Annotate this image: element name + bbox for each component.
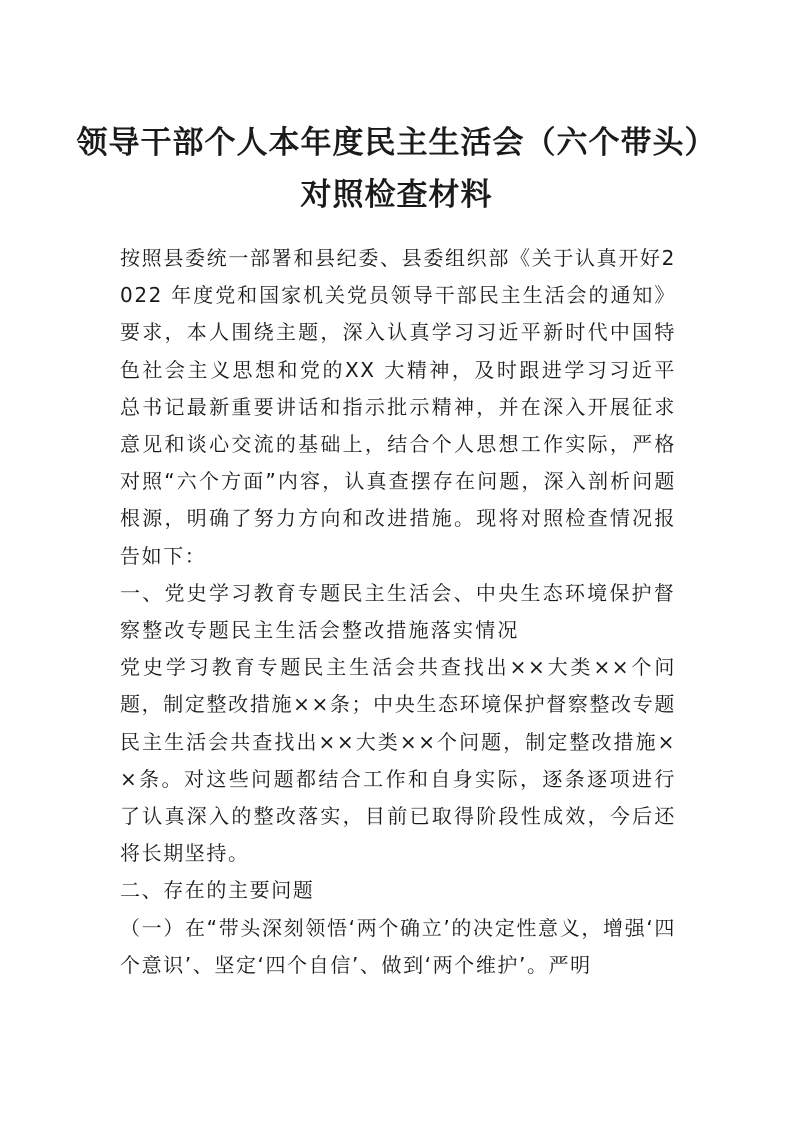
document-title-line-2: 对照检查材料 — [300, 177, 493, 213]
section-1-paragraph: 党史学习教育专题民主生活会共查找出××大类××个问题，制定整改措施××条；中央生态环境保护督察整改专题民主生活会共查找出××大类××个问题，制定整改措施××条。对这些问题都结合工作和自身实际，逐条逐项进行了认真深入的整改落实，目前已取得阶段性成效，今后还将长期坚持。 — [120, 655, 676, 866]
document-body — [120, 240, 676, 984]
section-heading-2: 二、存在的主要问题 — [120, 878, 315, 903]
document-title-line-1: 领导干部个人本年度民主生活会（六个带头） — [76, 125, 717, 161]
subsection-paragraph-1: （一）在“带头深刻领悟‘两个确立’的决定性意义，增强‘四个意识’、坚定‘四个自信’、做到‘两个维护’。严明 — [120, 915, 676, 977]
section-heading-1: 一、党史学习教育专题民主生活会、中央生态环境保护督察整改专题民主生活会整改措施落实情况 — [120, 580, 676, 643]
intro-paragraph: 按照县委统一部署和县纪委、县委组织部《关于认真开好2022 年度党和国家机关党员领导干部民主生活会的通知》要求，本人围绕主题，深入认真学习习近平新时代中国特色社会主义思想和党的XX 大精神，及时跟进学习习近平总书记最新重要讲话和指示批示精神，并在深入开展征求意见和谈心交流的基础上，结合个人思想工作实际，严格对照“六个方面”内容，认真查摆存在问题，深入剖析问题根源，明确了努力方向和改进措施。现将对照检查情况报告如下： — [120, 246, 676, 568]
